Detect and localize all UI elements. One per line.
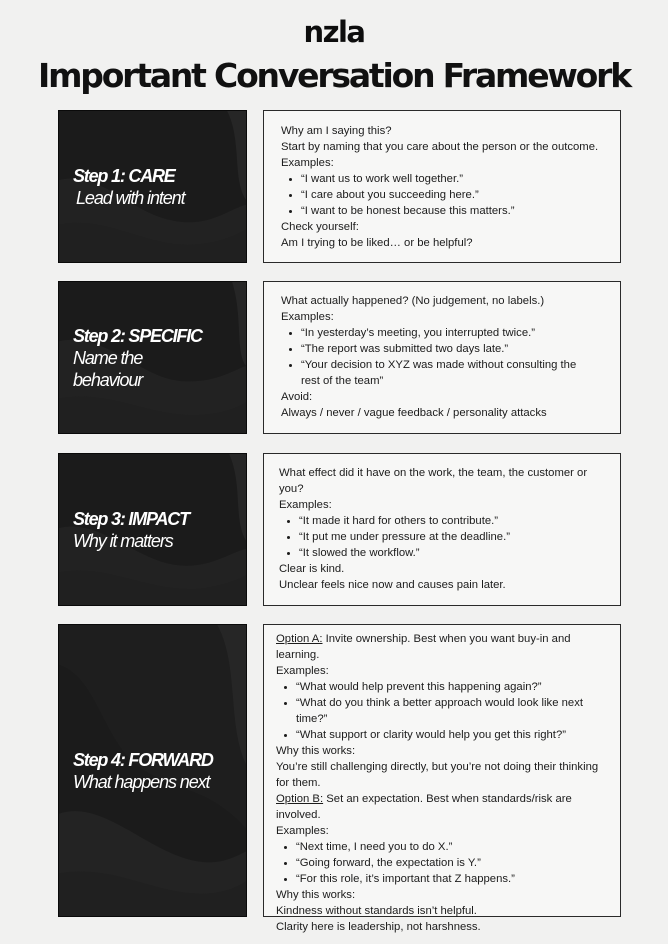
examples-label: Examples: xyxy=(279,499,332,511)
content-question: What effect did it have on the work, the team, the customer or you? xyxy=(279,467,588,495)
list-item: • “It slowed the workflow.” xyxy=(299,545,614,561)
step-subtitle-line-1: Name the xyxy=(73,347,143,368)
step-card-care xyxy=(58,110,247,263)
step-subtitle-line-2: behaviour xyxy=(73,369,143,390)
why-b-line-1: Kindness without standards isn’t helpful. xyxy=(276,905,477,917)
examples-list-b xyxy=(276,839,614,887)
step-subtitle: Lead with intent xyxy=(76,187,185,208)
step-card-specific xyxy=(58,281,247,434)
list-item: • “Going forward, the expectation is Y.” xyxy=(296,855,614,871)
option-b-label: Option B: xyxy=(276,793,324,805)
examples-label: Examples: xyxy=(276,665,329,677)
list-item: • “I want us to work well together.” xyxy=(301,171,614,187)
why-label: Why this works: xyxy=(276,745,356,757)
step-card-forward xyxy=(58,624,247,917)
why-a-text: You’re still challenging directly, but you’re not doing their thinking for them. xyxy=(276,761,599,789)
step-content-impact xyxy=(263,453,621,606)
content-question: What actually happened? (No judgement, no labels.) xyxy=(281,295,545,307)
list-item: • “What would help prevent this happening again?” xyxy=(296,679,614,695)
step-heading: Step 2: SPECIFIC xyxy=(73,325,202,346)
option-a-text: Invite ownership. Best when you want buy-in and learning. xyxy=(276,633,571,661)
content-intro: Start by naming that you care about the person or the outcome. xyxy=(281,141,599,153)
avoid-label: Avoid: xyxy=(281,391,313,403)
list-item: • “In yesterday’s meeting, you interrupted twice.” xyxy=(301,325,614,341)
examples-list xyxy=(281,171,614,219)
step-content-specific xyxy=(263,281,621,434)
step-subtitle: Why it matters xyxy=(73,530,173,551)
step-heading: Step 4: FORWARD xyxy=(73,749,213,770)
step-heading: Step 1: CARE xyxy=(73,165,175,186)
examples-list-a xyxy=(276,679,614,743)
examples-list xyxy=(281,325,614,389)
step-heading: Step 3: IMPACT xyxy=(73,508,189,529)
why-b-line-2: Clarity here is leadership, not harshness. xyxy=(276,921,481,933)
check-label: Check yourself: xyxy=(281,221,359,233)
list-item: • “For this role, it’s important that Z happens.” xyxy=(296,871,614,887)
avoid-text: Always / never / vague feedback / personality attacks xyxy=(281,407,547,419)
examples-label: Examples: xyxy=(281,311,334,323)
closing-line-2: Unclear feels nice now and causes pain later. xyxy=(279,579,506,591)
list-item: • “Your decision to XYZ was made without consulting the rest of the team” xyxy=(301,357,614,389)
page-title: Important Conversation Framework xyxy=(38,56,630,95)
content-question: Why am I saying this? xyxy=(281,125,392,137)
closing-line-1: Clear is kind. xyxy=(279,563,345,575)
step-content-forward xyxy=(263,624,621,933)
step-subtitle: What happens next xyxy=(73,771,210,792)
step-card-impact xyxy=(58,453,247,606)
option-b-text: Set an expectation. Best when standards/risk are involved. xyxy=(276,793,572,821)
list-item: • “I want to be honest because this matters.” xyxy=(301,203,614,219)
examples-label: Examples: xyxy=(276,825,329,837)
brand-logo: nzla xyxy=(303,15,365,49)
step-content-care xyxy=(263,110,621,263)
list-item: • “I care about you succeeding here.” xyxy=(301,187,614,203)
list-item: • “It made it hard for others to contribute.” xyxy=(299,513,614,529)
list-item: • “What do you think a better approach would look like next time?” xyxy=(296,695,614,727)
option-a-label: Option A: xyxy=(276,633,323,645)
examples-label: Examples: xyxy=(281,157,334,169)
check-text: Am I trying to be liked… or be helpful? xyxy=(281,237,473,249)
list-item: • “Next time, I need you to do X.” xyxy=(296,839,614,855)
list-item: • “What support or clarity would help you get this right?” xyxy=(296,727,614,743)
list-item: • “It put me under pressure at the deadline.” xyxy=(299,529,614,545)
examples-list xyxy=(279,513,614,561)
why-label: Why this works: xyxy=(276,889,356,901)
list-item: • “The report was submitted two days late.” xyxy=(301,341,614,357)
